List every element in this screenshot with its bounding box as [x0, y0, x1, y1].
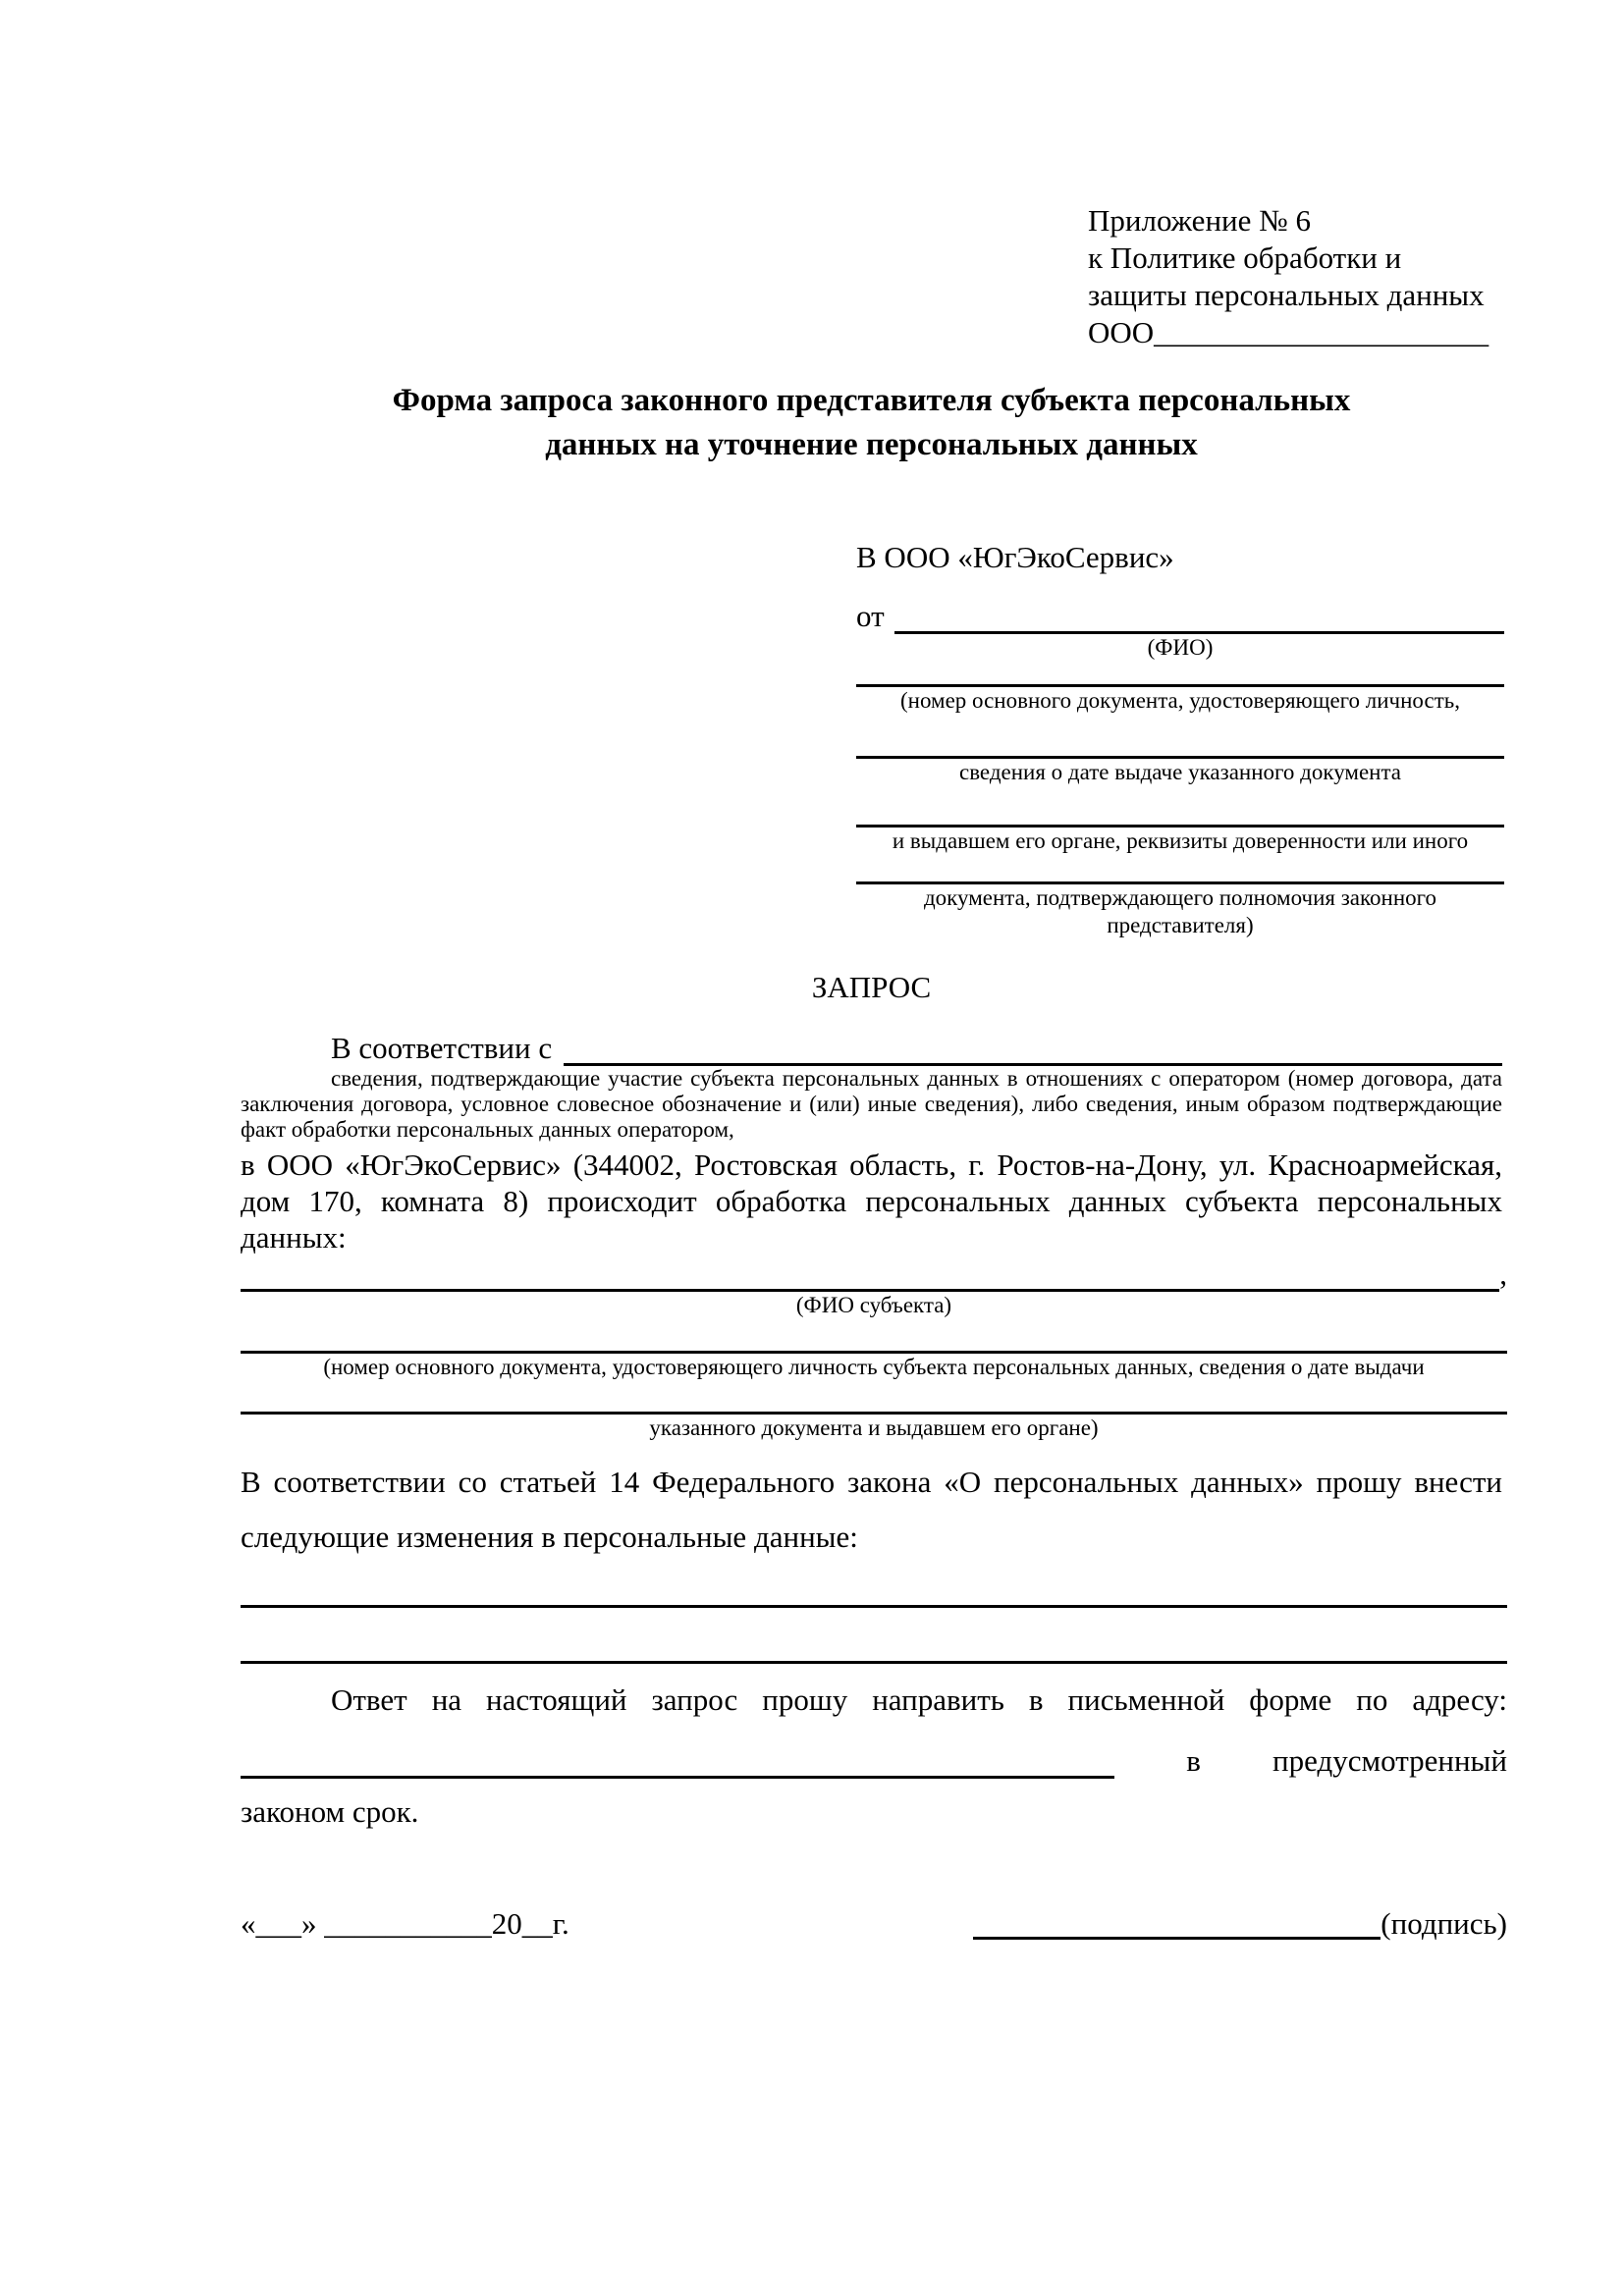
changes-fill-lines: [241, 1569, 1507, 1664]
fio-subject-comma: ,: [1499, 1256, 1507, 1291]
addressee-block: [856, 538, 1504, 939]
appendix-line-3: защиты персональных данных: [1088, 278, 1485, 312]
fill-line: [241, 1381, 1507, 1415]
form-title-line-1: Форма запроса законного представителя субъекта персональных: [392, 383, 1351, 418]
reply-word-v: в: [1186, 1743, 1201, 1778]
fill-line: [241, 1322, 1507, 1354]
fill-line: [241, 1569, 1507, 1608]
fio-caption: (ФИО): [1147, 635, 1214, 660]
operator-paragraph: в ООО «ЮгЭкоСервис» (344002, Ростовская область, г. Ростов-на-Дону, ул. Красноармейская, дом 170, комната 8) происходит обработка персональных данных субъекта персональных данных:: [241, 1148, 1502, 1255]
fill-line: [856, 855, 1504, 884]
representative-doc-field: [856, 715, 1504, 786]
fio-subject-field: [241, 1258, 1507, 1319]
subject-doc-field: [241, 1381, 1507, 1442]
field-caption-3: и выдавшем его органе, реквизиты доверенности или иного: [892, 828, 1469, 853]
fio-subject-caption: (ФИО субъекта): [795, 1293, 952, 1317]
footer-row: [241, 1906, 1507, 1942]
appendix-line-1: Приложение № 6: [1088, 203, 1311, 238]
accordance-row: [241, 1027, 1502, 1066]
representative-doc-field: [856, 786, 1504, 855]
subject-doc-fields: [241, 1322, 1507, 1442]
fill-line: [856, 715, 1504, 759]
reply-sentence: Ответ на настоящий запрос прошу направить в письменной форме по адресу:: [331, 1682, 1507, 1717]
signature-fill-line: [973, 1937, 1380, 1940]
subject-doc-caption-2: указанного документа и выдавшем его органе): [649, 1415, 1099, 1440]
date-line: «___» ___________20__г.: [241, 1906, 569, 1941]
form-title-line-2: данных на уточнение персональных данных: [545, 427, 1198, 462]
representative-doc-field: [856, 855, 1504, 939]
field-caption-1: (номер основного документа, удостоверяющего личность,: [899, 688, 1460, 713]
representative-doc-field: [856, 662, 1504, 715]
signature-caption: (подпись): [1380, 1906, 1507, 1941]
request-heading: ЗАПРОС: [811, 970, 932, 1004]
from-row: [856, 595, 1504, 634]
appendix-line-2: к Политике обработки и: [1088, 240, 1402, 275]
accordance-label: В соответствии с: [331, 1031, 553, 1065]
fio-subject-line-row: [241, 1258, 1507, 1292]
addressee-organization: В ООО «ЮгЭкоСервис»: [856, 540, 1174, 574]
article-paragraph: В соответствии со статьей 14 Федерального закона «О персональных данных» прошу внести следующие изменения в персональные данные:: [241, 1465, 1502, 1554]
appendix-organization-blank: ООО______________________: [1088, 315, 1489, 349]
reply-paragraph: [241, 1681, 1507, 1832]
field-caption-4: документа, подтверждающего полномочия законного представителя): [923, 885, 1436, 937]
reply-last-line: законом срок.: [241, 1794, 419, 1829]
reply-address-row: [241, 1735, 1507, 1779]
reply-address-fill-line: [241, 1776, 1114, 1779]
appendix-block: [1088, 202, 1512, 351]
fill-line: [856, 662, 1504, 687]
fill-line: [856, 786, 1504, 828]
subject-doc-field: [241, 1322, 1507, 1381]
from-label: от: [856, 599, 885, 633]
subject-doc-caption-1: (номер основного документа, удостоверяющего личность субъекта персональных данных, сведения о дате выдачи: [323, 1355, 1425, 1379]
signature-block: [973, 1906, 1507, 1942]
form-title: [241, 379, 1502, 467]
reply-word-predusmotrennyi: предусмотренный: [1272, 1743, 1507, 1778]
basis-note: сведения, подтверждающие участие субъекта персональных данных в отношениях с оператором (номер договора, дата заключения договора, условное словесное обозначение и (или) иные сведения), либо сведения, иным образом подтверждающие факт обработки персональных данных оператором,: [241, 1066, 1502, 1142]
field-caption-2: сведения о дате выдаче указанного документа: [958, 760, 1402, 784]
fill-line: [241, 1608, 1507, 1664]
